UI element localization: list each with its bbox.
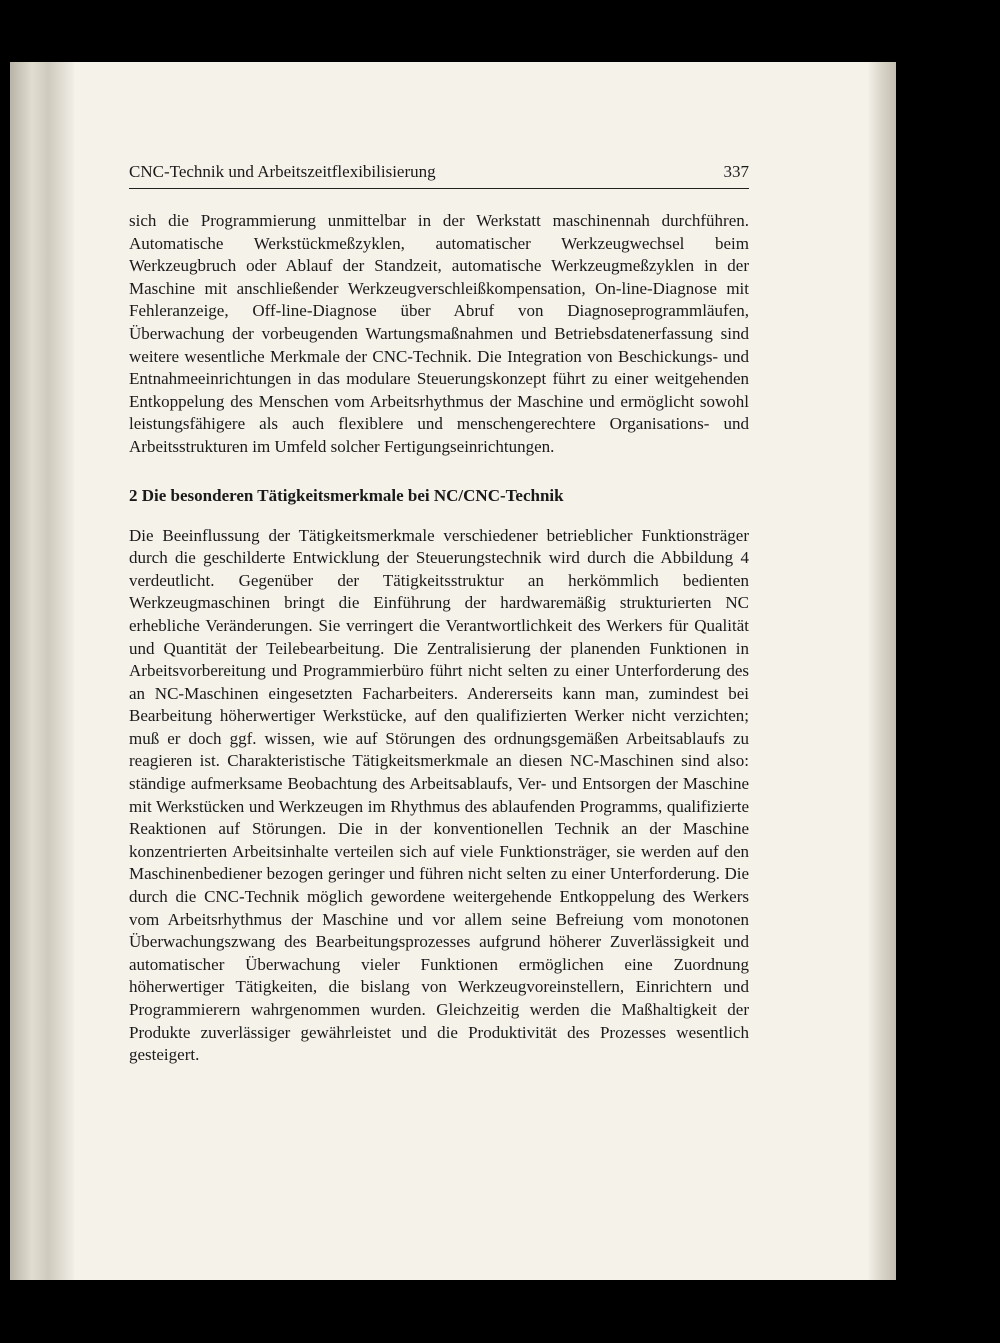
running-header — [129, 162, 749, 189]
body-paragraph-1: sich die Programmierung unmittelbar in der Werkstatt maschinennah durchführen. Automatische Werkstückmeßzyklen, automatischer Werkzeugwechsel beim Werkzeugbruch oder Ablauf der Standzeit, automatische Werkzeugmeßzyklen in der Maschine mit anschließender Werkzeugverschleißkompensation, On-line-Diagnose mit Fehleranzeige, Off-line-Diagnose über Abruf von Diagnoseprogrammläufen, Überwachung der vorbeugenden Wartungsmaßnahmen und Betriebsdatenerfassung sind weitere wesentliche Merkmale der CNC-Technik. Die Integration von Beschickungs- und Entnahmeeinrichtungen in das modulare Steuerungskonzept führt zu einer weitgehenden Entkoppelung des Menschen vom Arbeitsrhythmus der Maschine und ermöglicht sowohl leistungsfähigere als auch flexiblere und menschengerechtere Organisations- und Arbeitsstrukturen im Umfeld solcher Fertigungseinrichtungen. — [129, 211, 749, 456]
page-body — [129, 210, 749, 1067]
page-number: 337 — [723, 162, 749, 181]
running-title: CNC-Technik und Arbeitszeitflexibilisierung — [129, 162, 436, 181]
section-heading: 2 Die besonderen Tätigkeitsmerkmale bei NC/CNC-Technik — [129, 485, 564, 505]
body-paragraph-2: Die Beeinflussung der Tätigkeitsmerkmale verschiedener betrieblicher Funktionsträger durch die geschilderte Entwicklung der Steuerungstechnik wird durch die Abbildung 4 verdeutlicht. Gegenüber der Tätigkeitsstruktur an herkömmlich bedienten Werkzeugmaschinen bringt die Einführung der hardwaremäßig strukturierten NC erhebliche Veränderungen. Sie verringert die Verantwortlichkeit des Werkers für Qualität und Quantität der Teilebearbeitung. Die Zentralisierung der planenden Funktionen in Arbeitsvorbereitung und Programmierbüro führt nicht selten zu einer Unterforderung des an NC-Maschinen eingesetzten Facharbeiters. Andererseits kann man, zumindest bei Bearbeitung höherwertiger Werkstücke, auf den qualifizierten Werker nicht verzichten; muß er doch ggf. wissen, wie auf Störungen des ordnungsgemäßen Arbeitsablaufs zu reagieren ist. Charakteristische Tätigkeitsmerkmale an diesen NC-Maschinen sind also: ständige aufmerksame Beobachtung des Arbeitsablaufs, Ver- und Entsorgen der Maschine mit Werkstücken und Werkzeugen im Rhythmus des ablaufenden Programms, qualifizierte Reaktionen auf Störungen. Die in der konventionellen Technik an der Maschine konzentrierten Arbeitsinhalte verteilen sich auf viele Funktionsträger, sie werden auf den Maschinenbediener bezogen geringer und führen nicht selten zu einer Unterforderung. Die durch die CNC-Technik möglich gewordene weitergehende Entkoppelung des Werkers vom Arbeitsrhythmus der Maschine und vor allem seine Befreiung vom monotonen Überwachungszwang des Bearbeitungsprozesses aufgrund höherer Zuverlässigkeit und automatischer Überwachung vieler Funktionen ermöglichen eine Zuordnung höherwertiger Tätigkeiten, die bislang von Werkzeugvoreinstellern, Einrichtern und Programmierern wahrgenommen wurden. Gleichzeitig werden die Maßhaltigkeit der Produkte zuverlässiger gewährleistet und die Produktivität des Prozesses wesentlich gesteigert. — [129, 525, 749, 1065]
book-page — [10, 62, 896, 1280]
